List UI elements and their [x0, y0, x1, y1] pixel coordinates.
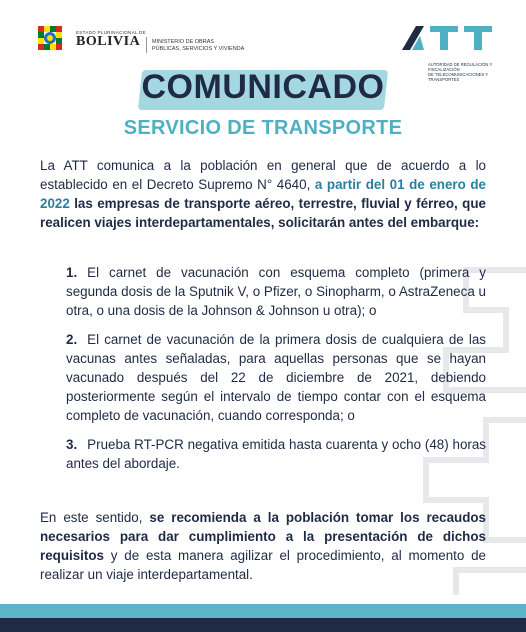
closing-normal-text-2: y de esta manera agilizar el procedimiento, al momento de realizar un viaje interdepartamental. — [40, 548, 486, 582]
header — [0, 0, 526, 82]
page-title: COMUNICADO — [141, 68, 385, 106]
gov-name — [76, 31, 146, 50]
closing-normal-text-1: En este sentido, — [40, 510, 150, 525]
intro-normal-text: La ATT comunica a la población en general que de acuerdo a lo establecido en el Decreto Supremo N° 4640, — [40, 158, 486, 192]
list-item-text: El carnet de vacunación de la primera dosis de cualquiera de las vacunas antes señaladas, para aquellas personas que se hayan vacunado después del 22 de diciembre de 2021, debiendo posteriormente según el intervalo de tiempo contar con el esquema completo de vacunación, cuando corresponda; o — [66, 332, 486, 423]
gov-name-big: BOLIVIA — [76, 34, 141, 50]
andean-pattern-watermark — [386, 250, 526, 600]
bolivia-gov-logo — [34, 22, 146, 58]
ministry-line-2: PÚBLICAS, SERVICIOS Y VIVIENDA — [152, 45, 245, 52]
footer-band — [0, 604, 526, 632]
closing-bold-text: se recomienda a la población tomar los recaudos necesarios para dar cumplimiento a la presentación de dichos requisitos — [40, 510, 487, 563]
list-item-number: 2. — [66, 332, 78, 347]
footer-band-teal — [0, 604, 526, 618]
list-item-text: El carnet de vacunación con esquema completo (primera y segunda dosis de la Sputnik V, o Pfizer, o Sinopharm, o AstraZeneca u otra, o una dosis de la Johnson & Johnson u otra); o — [66, 265, 486, 318]
ministry-name — [152, 39, 244, 52]
ministry-line-1: MINISTERIO DE OBRAS — [152, 39, 215, 45]
intro-date-highlight: a partir del 01 de enero de 2022 — [40, 177, 486, 211]
att-sub-line-2: DE TELECOMUNICACIONES Y TRANSPORTES — [428, 72, 489, 82]
att-logo-icon — [402, 22, 498, 54]
bolivia-shield-icon — [34, 22, 70, 58]
list-item-number: 1. — [66, 265, 78, 280]
intro-bold-text: las empresas de transporte aéreo, terrestre, fluvial y férreo, que realicen viajes interdepartamentales, solicitarán antes del embarque: — [40, 196, 486, 230]
gov-name-small: ESTADO PLURINACIONAL DE — [76, 29, 146, 35]
footer-band-navy — [0, 618, 526, 632]
page-subtitle: SERVICIO DE TRANSPORTE — [123, 117, 403, 139]
intro-paragraph — [40, 156, 486, 232]
header-divider — [146, 37, 147, 53]
att-sub-line-1: AUTORIDAD DE REGULACIÓN Y FISCALIZACIÓN — [428, 62, 493, 72]
list-item-text: Prueba RT-PCR negativa emitida hasta cuarenta y ocho (48) horas antes del abordaje. — [66, 437, 486, 471]
list-item-number: 3. — [66, 437, 78, 452]
